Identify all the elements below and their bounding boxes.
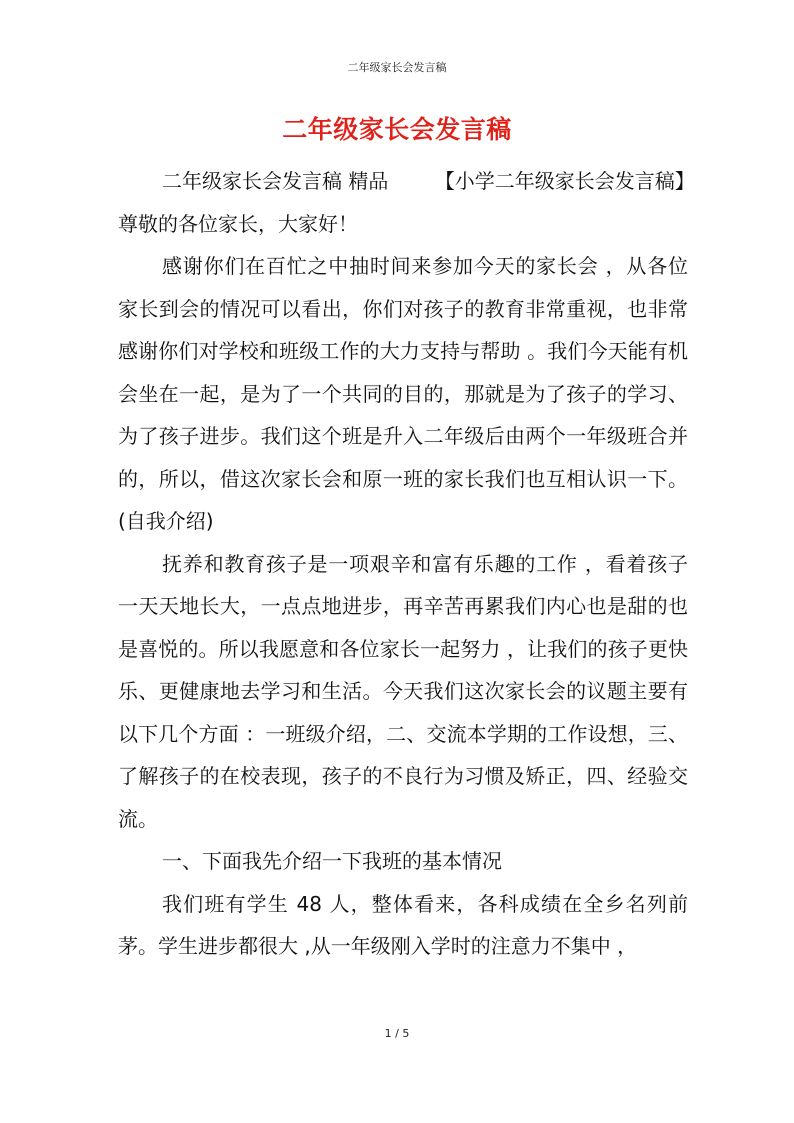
document-title: 二年级家长会发言稿 [282, 115, 512, 144]
paragraph-class-info: 我们班有学生 48 人，整体看来，各科成绩在全乡名列前茅。学生进步都很大 ,从一年级刚入学时的注意力不集中 ， [118, 891, 688, 958]
paragraph-intro: 二年级家长会发言稿 精品 【小学二年级家长会发言稿】 [162, 169, 695, 193]
paragraph-thanks: 感谢你们在百忙之中抽时间来参加今天的家长会 ，从各位家长到会的情况可以看出，你们对孩子的教育非常重视，也非常感谢你们对学校和班级工作的大力支持与帮助 。我们今天能有机会坐在一起，是为了一个共同的目的，那就是为了孩子的学习、为了孩子进步。我们这个班是升入二年级后由两个一年级班合并的，所以，借这次家长会和原一班的家长我们也互相认识一下。 (自我介绍) [118, 254, 688, 533]
paragraph-greeting: 尊敬的各位家长，大家好！ [118, 211, 358, 236]
section-heading-class-intro: 一、下面我先介绍一下我班的基本情况 [162, 849, 502, 873]
paragraph-agenda: 抚养和教育孩子是一项艰辛和富有乐趣的工作 ，看着孩子一天天地长大，一点点地进步，再辛苦再累我们内心也是甜的也是喜悦的。所以我愿意和各位家长一起努力 ，让我们的孩子更快乐、更健康地去学习和生活。今天我们这次家长会的议题主要有以下几个方面 ：一班级介绍，二、交流本学期的工作设想，三、了解孩子的在校表现，孩子的不良行为习惯及矫正，四、经验交流。 [118, 551, 688, 831]
document-body [118, 160, 695, 968]
running-header: 二年级家长会发言稿 [347, 61, 447, 74]
page-number: 1 / 5 [384, 1027, 410, 1040]
